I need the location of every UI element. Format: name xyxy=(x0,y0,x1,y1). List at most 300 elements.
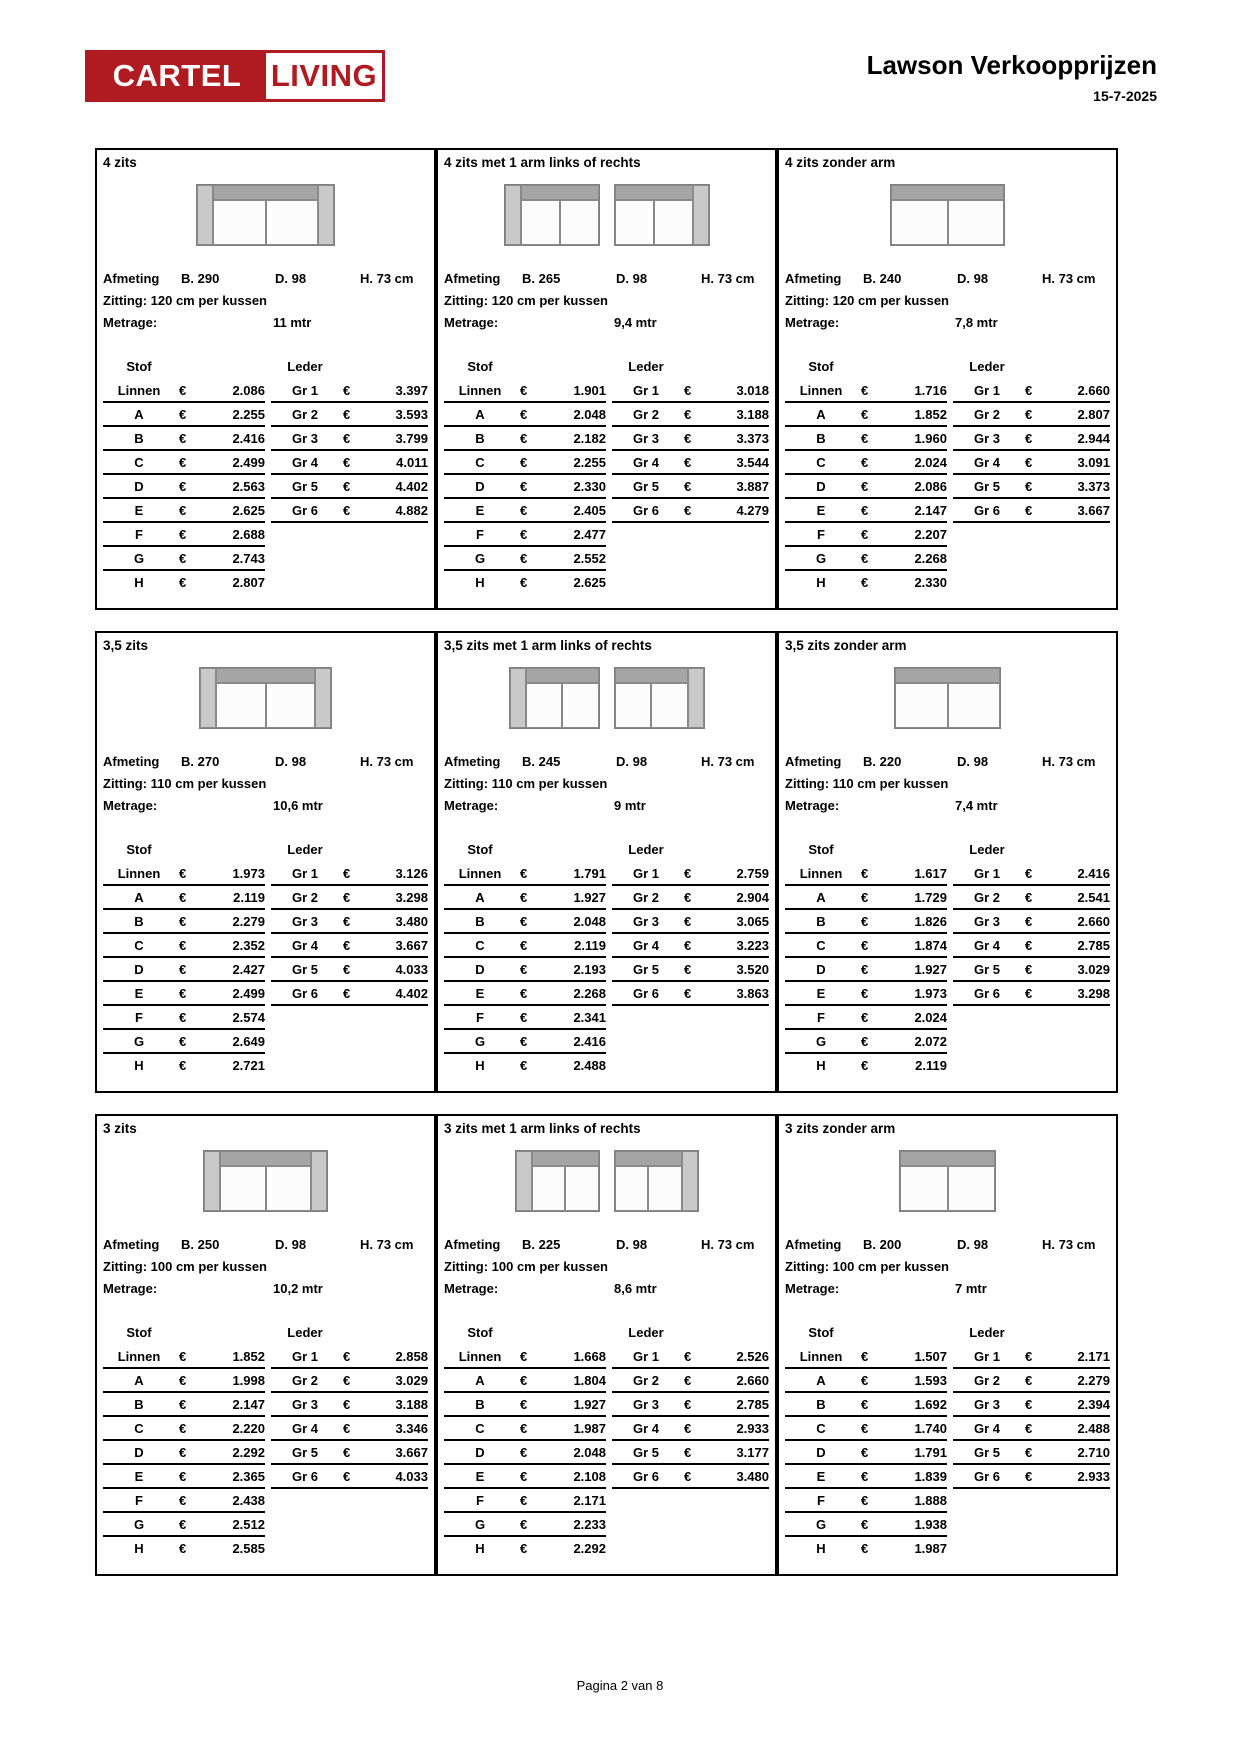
fabric-grade: G xyxy=(474,1034,486,1049)
price-row xyxy=(444,982,769,1006)
stof-header: Stof xyxy=(467,842,493,857)
sofa-pair xyxy=(504,184,710,246)
panel-3-zits-met-1-arm xyxy=(436,1114,777,1576)
price-row xyxy=(103,1393,428,1417)
euro-sign: € xyxy=(179,914,187,929)
sofa-seat-cushion xyxy=(615,1166,649,1211)
leather-price: 3.188 xyxy=(395,1397,428,1412)
fabric-price: 1.927 xyxy=(573,890,606,905)
fabric-price: 2.438 xyxy=(232,1493,265,1508)
metrage-label: Metrage: xyxy=(444,798,499,813)
price-row xyxy=(785,403,1110,427)
fabric-price: 2.688 xyxy=(232,527,265,542)
price-row xyxy=(785,982,1110,1006)
leather-grade: Gr 6 xyxy=(291,503,318,518)
leather-price: 2.279 xyxy=(1077,1373,1110,1388)
euro-sign: € xyxy=(861,1397,869,1412)
sofa-seat-cushion xyxy=(266,1166,312,1211)
sofa-seat-cushion xyxy=(651,683,688,728)
euro-sign: € xyxy=(1025,1421,1033,1436)
panel-title: 3,5 zits met 1 arm links of rechts xyxy=(444,638,652,653)
sofa-back xyxy=(615,185,693,200)
leather-grade: Gr 3 xyxy=(973,431,1000,446)
leather-price: 2.171 xyxy=(1077,1349,1110,1364)
sofa-arm xyxy=(204,1151,220,1211)
seat-info: Zitting: 100 cm per kussen xyxy=(444,1259,608,1274)
width-value: B. 240 xyxy=(863,271,902,286)
height-value: H. 73 cm xyxy=(1042,754,1096,769)
fabric-grade: Linnen xyxy=(799,1349,843,1364)
fabric-price: 1.927 xyxy=(573,1397,606,1412)
sofa-pair xyxy=(509,667,705,729)
height-value: H. 73 cm xyxy=(360,271,414,286)
leather-price: 3.126 xyxy=(395,866,428,881)
sofa-diagram xyxy=(103,667,428,735)
leather-price: 3.065 xyxy=(736,914,769,929)
price-row xyxy=(785,1513,1110,1537)
price-row xyxy=(103,547,428,571)
euro-sign: € xyxy=(343,1397,351,1412)
price-table xyxy=(103,862,428,1078)
metrage-value: 7 mtr xyxy=(955,1281,987,1296)
euro-sign: € xyxy=(343,1421,351,1436)
fabric-price: 2.563 xyxy=(232,479,265,494)
metrage-label: Metrage: xyxy=(103,1281,158,1296)
euro-sign: € xyxy=(179,479,187,494)
fabric-price: 1.507 xyxy=(914,1349,947,1364)
sofa-shape xyxy=(614,667,705,729)
fabric-price: 2.255 xyxy=(232,407,265,422)
price-row xyxy=(444,1417,769,1441)
euro-sign: € xyxy=(1025,914,1033,929)
price-row xyxy=(785,379,1110,403)
fabric-price: 2.365 xyxy=(232,1469,265,1484)
euro-sign: € xyxy=(520,1517,528,1532)
euro-sign: € xyxy=(520,1034,528,1049)
metrage-line xyxy=(103,312,428,334)
leather-grade: Gr 4 xyxy=(973,1421,1000,1436)
panel-title: 4 zits zonder arm xyxy=(785,155,896,170)
leather-grade: Gr 1 xyxy=(291,1349,318,1364)
euro-sign: € xyxy=(684,1397,692,1412)
leather-grade: Gr 6 xyxy=(291,986,318,1001)
leather-grade: Gr 4 xyxy=(632,455,659,470)
fabric-grade: D xyxy=(816,962,826,977)
table-header xyxy=(103,1321,428,1345)
dimensions-line xyxy=(103,751,428,773)
sofa-shape xyxy=(199,667,332,729)
leather-price: 2.660 xyxy=(1077,383,1110,398)
leather-price: 2.541 xyxy=(1077,890,1110,905)
panel-title: 4 zits met 1 arm links of rechts xyxy=(444,155,641,170)
height-value: H. 73 cm xyxy=(701,271,755,286)
price-row xyxy=(103,1369,428,1393)
price-row xyxy=(444,451,769,475)
fabric-grade: C xyxy=(134,938,144,953)
euro-sign: € xyxy=(861,1469,869,1484)
leather-price: 3.593 xyxy=(395,407,428,422)
euro-sign: € xyxy=(684,383,692,398)
euro-sign: € xyxy=(179,986,187,1001)
leather-price: 2.944 xyxy=(1077,431,1110,446)
fabric-price: 2.416 xyxy=(232,431,265,446)
price-row xyxy=(444,1345,769,1369)
euro-sign: € xyxy=(861,431,869,446)
leather-grade: Gr 5 xyxy=(291,1445,318,1460)
sofa-seat-cushion xyxy=(648,1166,682,1211)
fabric-price: 2.268 xyxy=(914,551,947,566)
euro-sign: € xyxy=(1025,431,1033,446)
fabric-grade: G xyxy=(133,551,145,566)
sofa-shape xyxy=(614,184,710,246)
euro-sign: € xyxy=(343,407,351,422)
leder-header: Leder xyxy=(969,359,1005,374)
price-row xyxy=(103,934,428,958)
price-row xyxy=(103,451,428,475)
sofa-back xyxy=(521,185,599,200)
stof-header: Stof xyxy=(467,1325,493,1340)
euro-sign: € xyxy=(520,527,528,542)
leather-grade: Gr 5 xyxy=(291,479,318,494)
fabric-price: 2.233 xyxy=(573,1517,606,1532)
panel-4-zits-zonder-arm xyxy=(777,148,1118,610)
dimensions-line xyxy=(444,751,769,773)
price-row xyxy=(103,571,428,595)
fabric-price: 2.220 xyxy=(232,1421,265,1436)
fabric-grade: B xyxy=(134,431,144,446)
stof-header: Stof xyxy=(467,359,493,374)
sofa-seat-cushion xyxy=(532,1166,566,1211)
price-row xyxy=(444,1393,769,1417)
fabric-grade: E xyxy=(816,986,826,1001)
leather-grade: Gr 2 xyxy=(291,407,318,422)
fabric-grade: F xyxy=(817,1010,825,1025)
euro-sign: € xyxy=(1025,938,1033,953)
height-value: H. 73 cm xyxy=(701,754,755,769)
fabric-grade: G xyxy=(474,1517,486,1532)
width-value: B. 225 xyxy=(522,1237,561,1252)
fabric-grade: A xyxy=(816,1373,826,1388)
leather-grade: Gr 4 xyxy=(973,938,1000,953)
fabric-price: 2.119 xyxy=(574,938,606,953)
price-row xyxy=(103,1537,428,1561)
sofa-seat-cushion xyxy=(562,683,599,728)
sofa-seat-cushion xyxy=(948,683,1001,728)
euro-sign: € xyxy=(1025,455,1033,470)
leather-price: 3.480 xyxy=(395,914,428,929)
fabric-grade: C xyxy=(475,938,485,953)
price-row xyxy=(444,475,769,499)
fabric-price: 1.692 xyxy=(914,1397,947,1412)
price-table xyxy=(444,379,769,595)
leather-grade: Gr 1 xyxy=(973,1349,1000,1364)
fabric-price: 1.874 xyxy=(914,938,947,953)
fabric-grade: B xyxy=(475,431,485,446)
fabric-grade: Linnen xyxy=(458,1349,502,1364)
leather-price: 3.480 xyxy=(736,1469,769,1484)
height-value: H. 73 cm xyxy=(701,1237,755,1252)
table-header xyxy=(444,1321,769,1345)
leather-grade: Gr 6 xyxy=(632,1469,659,1484)
seat-info: Zitting: 120 cm per kussen xyxy=(444,293,608,308)
fabric-grade: H xyxy=(134,1541,144,1556)
leder-header: Leder xyxy=(287,1325,323,1340)
sofa-seats xyxy=(532,1166,599,1211)
euro-sign: € xyxy=(179,1421,187,1436)
euro-sign: € xyxy=(861,551,869,566)
euro-sign: € xyxy=(861,479,869,494)
dimensions-line xyxy=(785,751,1110,773)
sofa-seats xyxy=(220,1166,311,1211)
sofa-seat-cushion xyxy=(615,683,652,728)
panel-3-5-zits-zonder-arm xyxy=(777,631,1118,1093)
sofa-back xyxy=(532,1151,599,1166)
fabric-price: 2.649 xyxy=(232,1034,265,1049)
panel-title: 3 zits met 1 arm links of rechts xyxy=(444,1121,641,1136)
leather-grade: Gr 6 xyxy=(973,986,1000,1001)
fabric-grade: B xyxy=(816,431,826,446)
fabric-grade: G xyxy=(133,1034,145,1049)
document-date: 15-7-2025 xyxy=(1093,88,1157,104)
price-row xyxy=(785,1441,1110,1465)
fabric-price: 2.255 xyxy=(573,455,606,470)
leather-grade: Gr 1 xyxy=(632,866,659,881)
leder-header: Leder xyxy=(969,842,1005,857)
price-row xyxy=(444,403,769,427)
euro-sign: € xyxy=(343,890,351,905)
euro-sign: € xyxy=(1025,962,1033,977)
sofa-diagram xyxy=(785,1150,1110,1218)
stof-header: Stof xyxy=(808,842,834,857)
fabric-grade: B xyxy=(475,914,485,929)
fabric-grade: A xyxy=(816,407,826,422)
euro-sign: € xyxy=(684,866,692,881)
sofa-seat-cushion xyxy=(216,683,266,728)
leather-grade: Gr 3 xyxy=(632,1397,659,1412)
leather-grade: Gr 2 xyxy=(973,890,1000,905)
fabric-grade: D xyxy=(134,962,144,977)
fabric-grade: E xyxy=(134,986,144,1001)
stof-header: Stof xyxy=(126,359,152,374)
euro-sign: € xyxy=(1025,479,1033,494)
euro-sign: € xyxy=(520,890,528,905)
leder-header: Leder xyxy=(287,359,323,374)
euro-sign: € xyxy=(684,431,692,446)
price-row xyxy=(785,1489,1110,1513)
euro-sign: € xyxy=(343,1373,351,1388)
depth-value: D. 98 xyxy=(616,271,648,286)
sofa-arm xyxy=(510,668,526,728)
price-row xyxy=(103,1417,428,1441)
sofa-seat-cushion xyxy=(266,683,316,728)
fabric-price: 1.740 xyxy=(914,1421,947,1436)
leather-price: 3.397 xyxy=(395,383,428,398)
fabric-price: 1.716 xyxy=(914,383,947,398)
panel-title: 3 zits xyxy=(103,1121,137,1136)
fabric-price: 1.960 xyxy=(914,431,947,446)
table-header xyxy=(444,838,769,862)
leather-price: 4.402 xyxy=(395,986,428,1001)
price-row xyxy=(103,886,428,910)
price-table xyxy=(785,379,1110,595)
sofa-seat-cushion xyxy=(266,200,319,245)
table-header xyxy=(785,355,1110,379)
euro-sign: € xyxy=(861,1493,869,1508)
euro-sign: € xyxy=(520,866,528,881)
leather-grade: Gr 1 xyxy=(632,383,659,398)
leather-grade: Gr 3 xyxy=(973,914,1000,929)
euro-sign: € xyxy=(861,962,869,977)
euro-sign: € xyxy=(343,479,351,494)
fabric-grade: Linnen xyxy=(799,383,843,398)
width-value: B. 250 xyxy=(181,1237,220,1252)
euro-sign: € xyxy=(179,383,187,398)
sofa-shape xyxy=(196,184,335,246)
euro-sign: € xyxy=(520,1349,528,1364)
sofa-arm xyxy=(315,668,331,728)
sofa-back xyxy=(526,668,599,683)
fabric-price: 1.729 xyxy=(914,890,947,905)
price-row xyxy=(444,499,769,523)
fabric-grade: C xyxy=(134,1421,144,1436)
price-row xyxy=(444,886,769,910)
leather-grade: Gr 2 xyxy=(632,1373,659,1388)
metrage-value: 11 mtr xyxy=(273,315,312,330)
metrage-label: Metrage: xyxy=(103,798,158,813)
euro-sign: € xyxy=(179,890,187,905)
fabric-grade: F xyxy=(476,527,484,542)
metrage-line xyxy=(444,312,769,334)
leather-grade: Gr 3 xyxy=(632,914,659,929)
leather-price: 2.759 xyxy=(736,866,769,881)
leather-price: 3.520 xyxy=(736,962,769,977)
leather-price: 2.710 xyxy=(1077,1445,1110,1460)
fabric-grade: C xyxy=(816,938,826,953)
sofa-arm xyxy=(693,185,709,245)
euro-sign: € xyxy=(684,1373,692,1388)
price-row xyxy=(785,451,1110,475)
leather-grade: Gr 6 xyxy=(632,986,659,1001)
leather-grade: Gr 5 xyxy=(291,962,318,977)
fabric-price: 2.171 xyxy=(573,1493,606,1508)
leather-price: 2.933 xyxy=(736,1421,769,1436)
euro-sign: € xyxy=(861,383,869,398)
sofa-back xyxy=(895,668,1000,683)
euro-sign: € xyxy=(861,1058,869,1073)
metrage-line xyxy=(785,312,1110,334)
euro-sign: € xyxy=(1025,890,1033,905)
fabric-price: 2.721 xyxy=(232,1058,265,1073)
panel-4-zits xyxy=(95,148,436,610)
fabric-grade: C xyxy=(816,455,826,470)
fabric-price: 2.585 xyxy=(232,1541,265,1556)
fabric-grade: G xyxy=(815,551,827,566)
fabric-price: 1.852 xyxy=(232,1349,265,1364)
euro-sign: € xyxy=(1025,407,1033,422)
height-value: H. 73 cm xyxy=(360,754,414,769)
stof-header: Stof xyxy=(126,842,152,857)
leather-price: 3.667 xyxy=(1077,503,1110,518)
price-row xyxy=(103,1441,428,1465)
euro-sign: € xyxy=(343,1445,351,1460)
sofa-shape xyxy=(515,1150,600,1212)
stof-header: Stof xyxy=(808,1325,834,1340)
leather-grade: Gr 4 xyxy=(291,938,318,953)
fabric-price: 2.512 xyxy=(232,1517,265,1532)
price-table xyxy=(785,1345,1110,1561)
fabric-grade: G xyxy=(815,1034,827,1049)
euro-sign: € xyxy=(179,866,187,881)
euro-sign: € xyxy=(343,962,351,977)
leather-price: 2.526 xyxy=(736,1349,769,1364)
sofa-arm xyxy=(505,185,521,245)
euro-sign: € xyxy=(861,986,869,1001)
euro-sign: € xyxy=(343,938,351,953)
fabric-grade: H xyxy=(475,575,485,590)
afmeting-label: Afmeting xyxy=(444,1237,501,1252)
metrage-line xyxy=(444,1278,769,1300)
euro-sign: € xyxy=(1025,503,1033,518)
euro-sign: € xyxy=(343,383,351,398)
table-header xyxy=(103,355,428,379)
euro-sign: € xyxy=(1025,383,1033,398)
price-row xyxy=(785,1054,1110,1078)
depth-value: D. 98 xyxy=(957,1237,989,1252)
price-row xyxy=(444,1489,769,1513)
seat-info: Zitting: 110 cm per kussen xyxy=(103,776,267,791)
fabric-price: 2.048 xyxy=(573,914,606,929)
leather-price: 4.279 xyxy=(736,503,769,518)
price-row xyxy=(444,934,769,958)
leather-grade: Gr 4 xyxy=(632,938,659,953)
leather-grade: Gr 1 xyxy=(973,866,1000,881)
sofa-back xyxy=(216,668,315,683)
euro-sign: € xyxy=(179,962,187,977)
price-table xyxy=(103,379,428,595)
dimensions-line xyxy=(444,268,769,290)
price-row xyxy=(444,1513,769,1537)
leather-price: 3.799 xyxy=(395,431,428,446)
metrage-value: 9,4 mtr xyxy=(614,315,657,330)
euro-sign: € xyxy=(684,986,692,1001)
leather-grade: Gr 2 xyxy=(291,890,318,905)
fabric-price: 2.625 xyxy=(232,503,265,518)
sofa-shape xyxy=(899,1150,996,1212)
leather-grade: Gr 4 xyxy=(632,1421,659,1436)
fabric-grade: D xyxy=(475,479,485,494)
leather-price: 3.188 xyxy=(736,407,769,422)
euro-sign: € xyxy=(861,1034,869,1049)
sofa-arm xyxy=(318,185,334,245)
sofa-seat-cushion xyxy=(615,200,654,245)
price-row xyxy=(103,379,428,403)
leather-grade: Gr 2 xyxy=(632,407,659,422)
sofa-seats xyxy=(900,1166,995,1211)
sofa-arm xyxy=(311,1151,327,1211)
fabric-grade: A xyxy=(134,1373,144,1388)
fabric-price: 2.499 xyxy=(232,455,265,470)
price-row xyxy=(103,1465,428,1489)
fabric-price: 2.072 xyxy=(914,1034,947,1049)
euro-sign: € xyxy=(520,1493,528,1508)
fabric-grade: Linnen xyxy=(117,1349,161,1364)
seat-info: Zitting: 100 cm per kussen xyxy=(103,1259,267,1274)
fabric-price: 2.405 xyxy=(573,503,606,518)
panel-3-5-zits xyxy=(95,631,436,1093)
euro-sign: € xyxy=(179,551,187,566)
price-grid xyxy=(95,148,1118,1576)
leather-price: 3.298 xyxy=(395,890,428,905)
